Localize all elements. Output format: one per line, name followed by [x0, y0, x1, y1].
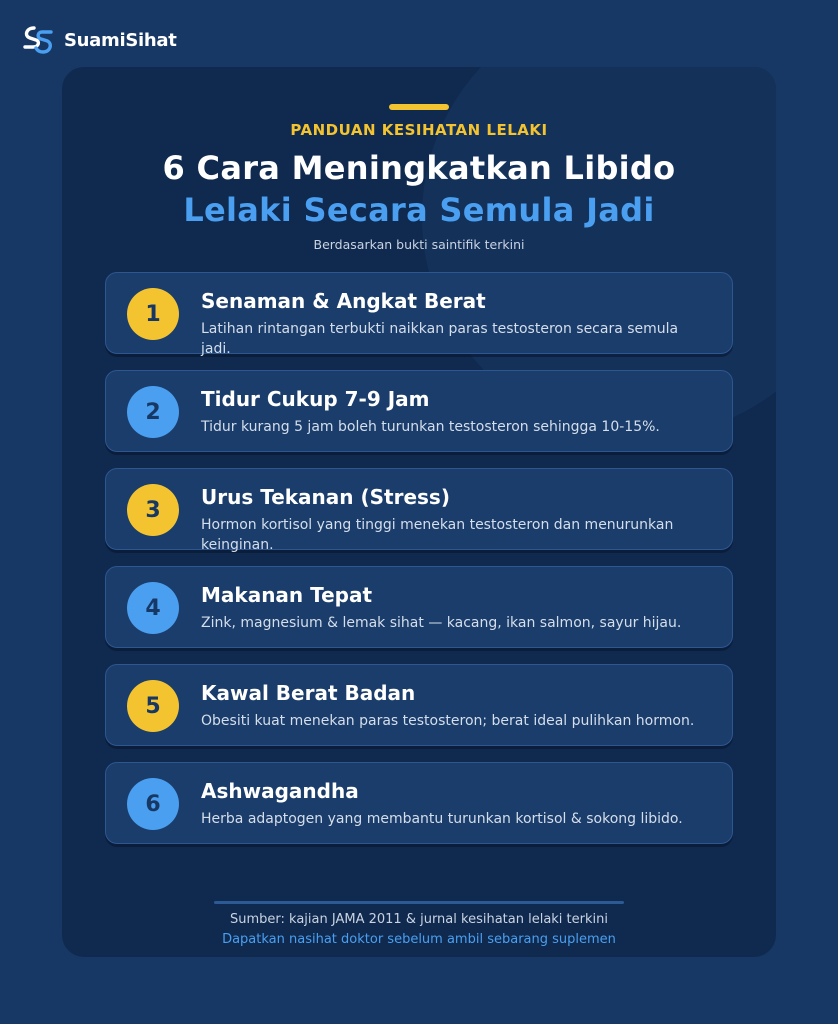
- suamisihat-logo-icon: [20, 22, 56, 58]
- tip-title: Urus Tekanan (Stress): [201, 485, 450, 509]
- tip-description: Obesiti kuat menekan paras testosteron; berat ideal pulihkan hormon.: [201, 713, 695, 729]
- footer-divider: [214, 901, 624, 904]
- tip-title: Senaman & Angkat Berat: [201, 289, 486, 313]
- tip-card-2: [105, 370, 733, 452]
- tip-title: Tidur Cukup 7-9 Jam: [201, 387, 430, 411]
- footer-source: Sumber: kajian JAMA 2011 & jurnal kesihatan lelaki terkini: [230, 912, 608, 927]
- tip-number-badge: 6: [127, 778, 179, 830]
- subtitle: Berdasarkan bukti saintifik terkini: [313, 237, 525, 252]
- tip-title: Makanan Tepat: [201, 583, 373, 607]
- tip-number-badge: 2: [127, 386, 179, 438]
- tip-number-badge: 5: [127, 680, 179, 732]
- tip-card-6: [105, 762, 733, 844]
- tip-title: Kawal Berat Badan: [201, 681, 416, 705]
- eyebrow-label: PANDUAN KESIHATAN LELAKI: [290, 121, 548, 139]
- brand[interactable]: [20, 22, 177, 58]
- page-title-line1: 6 Cara Meningkatkan Libido: [162, 149, 676, 187]
- tip-number-badge: 4: [127, 582, 179, 634]
- tip-description: Herba adaptogen yang membantu turunkan kortisol & sokong libido.: [201, 811, 683, 827]
- tip-number-badge: 3: [127, 484, 179, 536]
- tip-card-5: [105, 664, 733, 746]
- tip-description: Hormon kortisol yang tinggi menekan testosteron dan menurunkan keinginan.: [201, 517, 674, 553]
- infographic-card: [62, 67, 776, 957]
- brand-name: SuamiSihat: [64, 29, 177, 51]
- tip-description: Zink, magnesium & lemak sihat — kacang, ikan salmon, sayur hijau.: [201, 615, 682, 631]
- footer-warning: Dapatkan nasihat doktor sebelum ambil sebarang suplemen: [222, 932, 616, 947]
- tip-card-4: [105, 566, 733, 648]
- tip-title: Ashwagandha: [201, 779, 359, 803]
- tip-card-3: [105, 468, 733, 553]
- tip-description: Tidur kurang 5 jam boleh turunkan testosteron sehingga 10-15%.: [201, 419, 660, 435]
- page-title-line2: Lelaki Secara Semula Jadi: [183, 191, 655, 229]
- tip-number-badge: 1: [127, 288, 179, 340]
- accent-bar: [389, 104, 449, 110]
- tip-card-1: [105, 272, 733, 357]
- tip-description: Latihan rintangan terbukti naikkan paras testosteron secara semula jadi.: [201, 321, 679, 357]
